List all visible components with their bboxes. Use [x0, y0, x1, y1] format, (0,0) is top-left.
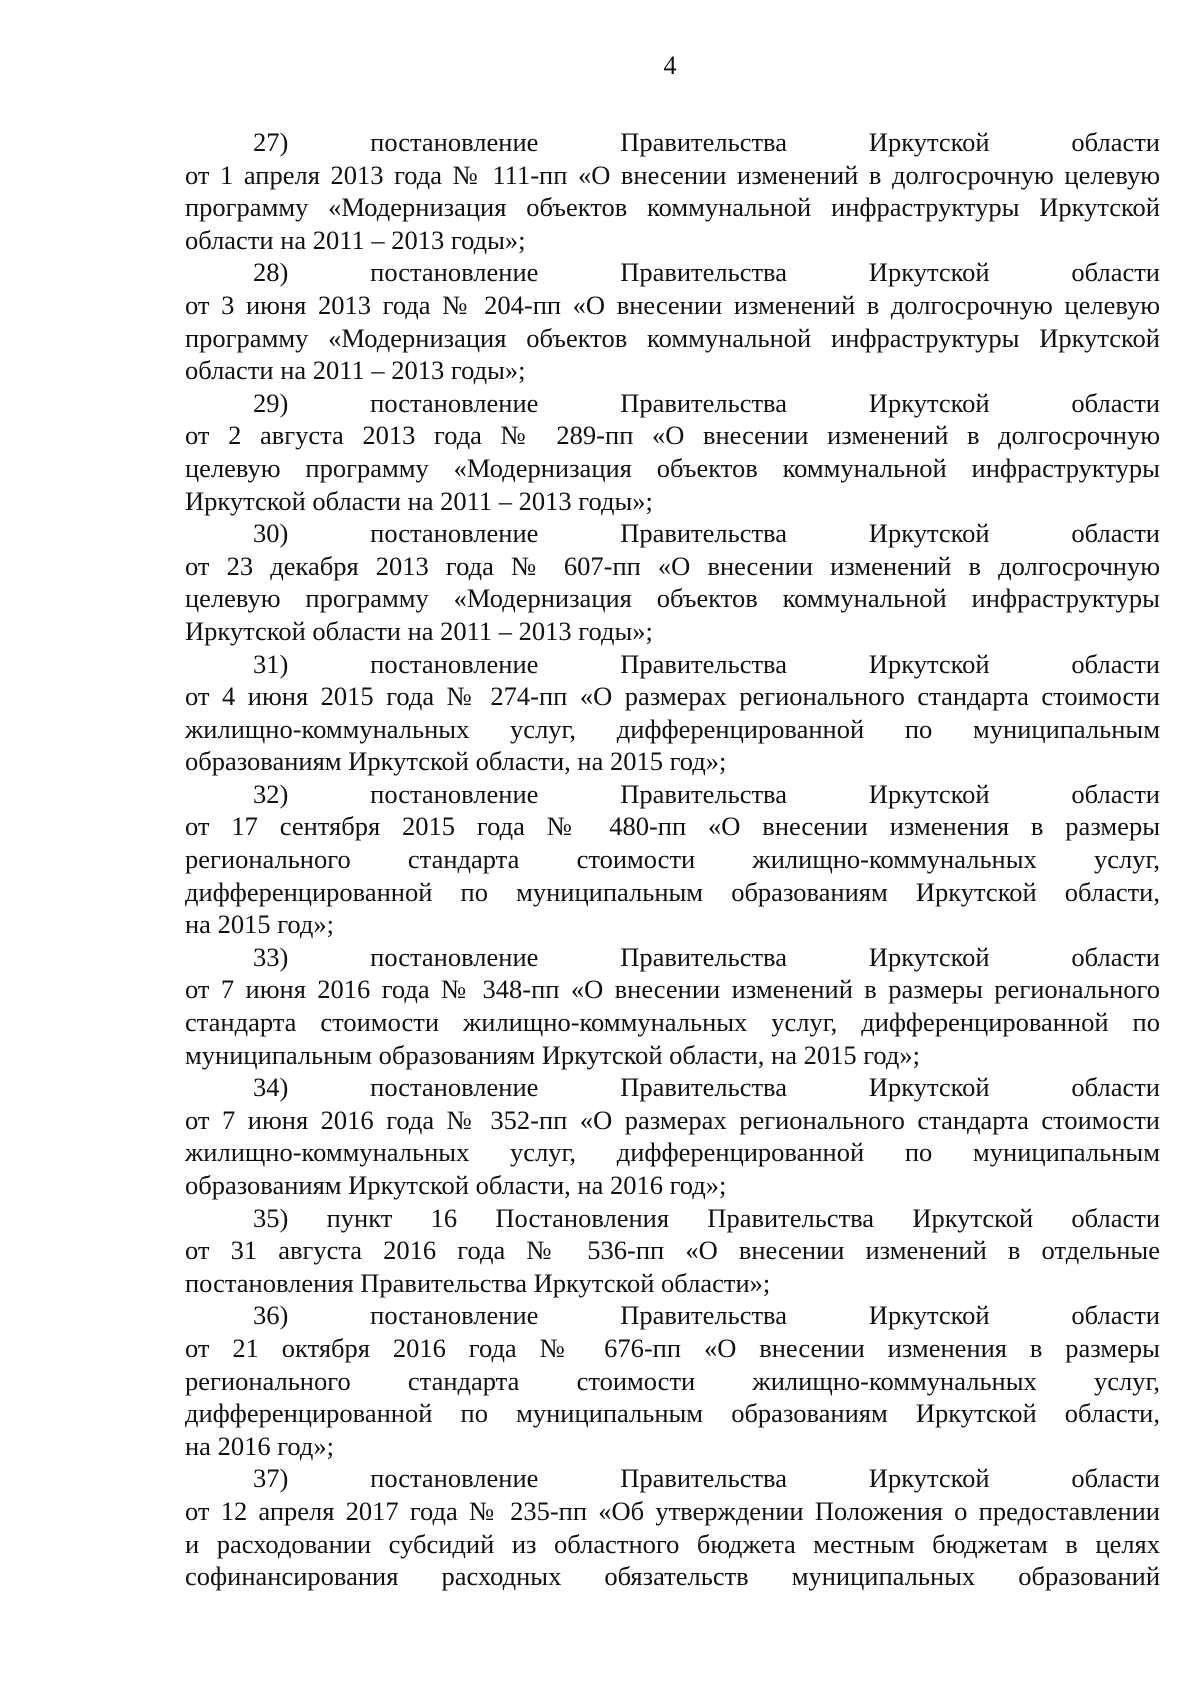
list-item [185, 941, 1160, 1071]
list-item-text-line: Иркутской области на 2011 – 2013 годы»; [185, 615, 653, 646]
list-item-text-line: от 1 апреля 2013 года № 111-пп «О внесении изменений в долгосрочную целевую [185, 159, 1160, 190]
list-item-heading-line: 28) постановление Правительства Иркутской области [253, 257, 1160, 288]
list-item-text-line: от 23 декабря 2013 года № 607-пп «О внесении изменений в долгосрочную [185, 550, 1160, 581]
list-item-text-line: области на 2011 – 2013 годы»; [185, 224, 526, 255]
list-item-text-line: образованиям Иркутской области, на 2016 год»; [185, 1170, 727, 1200]
list-item-text-line: софинансирования расходных обязательств муниципальных образований [185, 1561, 1160, 1592]
list-item-text-line: регионального стандарта стоимости жилищно-коммунальных услуг, [185, 1365, 1160, 1396]
list-item-text-line: на 2015 год»; [185, 909, 334, 940]
list-item-text-line: муниципальным образованиям Иркутской области, на 2015 год»; [185, 1039, 920, 1070]
list-item [185, 1462, 1160, 1592]
list-item-text-line: целевую программу «Модернизация объектов коммунальной инфраструктуры [185, 452, 1160, 483]
list-item-text-line: программу «Модернизация объектов коммунальной инфраструктуры Иркутской [185, 322, 1160, 353]
list-item-text-line: от 7 июня 2016 года № 352-пп «О размерах регионального стандарта стоимости [185, 1104, 1160, 1135]
list-item-text-line: жилищно-коммунальных услуг, дифференцированной по муниципальным [185, 713, 1160, 744]
list-item [185, 256, 1160, 386]
list-item-text-line: от 31 августа 2016 года № 536-пп «О внесении изменений в отдельные [185, 1235, 1160, 1266]
list-item-text-line: от 21 октября 2016 года № 676-пп «О внесении изменения в размеры [185, 1332, 1160, 1363]
list-item-text-line: от 3 июня 2013 года № 204-пп «О внесении изменений в долгосрочную целевую [185, 289, 1160, 320]
list-item-heading-line: 29) постановление Правительства Иркутской области [253, 387, 1160, 418]
list-item-text-line: образованиям Иркутской области, на 2015 год»; [185, 746, 727, 777]
list-item-heading-line: 32) постановление Правительства Иркутской области [253, 778, 1160, 809]
list-item [185, 126, 1160, 256]
list-item-text-line: регионального стандарта стоимости жилищно-коммунальных услуг, [185, 844, 1160, 875]
list-item-text-line: от 7 июня 2016 года № 348-пп «О внесении изменений в размеры регионального [185, 974, 1160, 1005]
list-item [185, 1299, 1160, 1462]
list-item-text-line: и расходовании субсидий из областного бюджета местным бюджетам в целях [185, 1528, 1160, 1559]
list-item-heading-line: 33) постановление Правительства Иркутской области [253, 941, 1160, 972]
list-item-text-line: от 12 апреля 2017 года № 235-пп «Об утверждении Положения о предоставлении [185, 1495, 1160, 1526]
list-item-text-line: программу «Модернизация объектов коммунальной инфраструктуры Иркутской [185, 192, 1160, 223]
list-item-text-line: от 2 августа 2013 года № 289-пп «О внесении изменений в долгосрочную [185, 420, 1160, 451]
list-item-heading-line: 34) постановление Правительства Иркутской области [253, 1072, 1160, 1103]
list-item-text-line: целевую программу «Модернизация объектов коммунальной инфраструктуры [185, 583, 1160, 614]
list-item-text-line: на 2016 год»; [185, 1430, 334, 1461]
list-item [185, 1202, 1160, 1300]
list-item-heading-line: 31) постановление Правительства Иркутской области [253, 648, 1160, 679]
list-item-text-line: жилищно-коммунальных услуг, дифференцированной по муниципальным [185, 1137, 1160, 1168]
list-item-heading-line: 35) пункт 16 Постановления Правительства Иркутской области [253, 1202, 1160, 1233]
list-item [185, 1071, 1160, 1201]
list-item-text-line: стандарта стоимости жилищно-коммунальных услуг, дифференцированной по [185, 1007, 1160, 1038]
list-item-heading-line: 36) постановление Правительства Иркутской области [253, 1300, 1160, 1331]
list-item [185, 648, 1160, 778]
list-item-text-line: области на 2011 – 2013 годы»; [185, 355, 526, 386]
list-item [185, 778, 1160, 941]
list-item-text-line: от 4 июня 2015 года № 274-пп «О размерах регионального стандарта стоимости [185, 681, 1160, 712]
list-item-heading-line: 37) постановление Правительства Иркутской области [253, 1463, 1160, 1494]
page-number: 4 [663, 51, 677, 80]
list-item [185, 517, 1160, 647]
list-item-text-line: от 17 сентября 2015 года № 480-пп «О внесении изменения в размеры [185, 811, 1160, 842]
list-item-text-line: Иркутской области на 2011 – 2013 годы»; [185, 485, 653, 516]
list-item-text-line: дифференцированной по муниципальным образованиям Иркутской области, [185, 876, 1160, 907]
list-item-heading-line: 27) постановление Правительства Иркутской области [253, 127, 1160, 157]
document-body [185, 126, 1160, 1593]
list-item-text-line: постановления Правительства Иркутской области»; [185, 1267, 771, 1298]
list-item-text-line: дифференцированной по муниципальным образованиям Иркутской области, [185, 1398, 1160, 1429]
list-item [185, 387, 1160, 517]
list-item-heading-line: 30) постановление Правительства Иркутской области [253, 518, 1160, 549]
